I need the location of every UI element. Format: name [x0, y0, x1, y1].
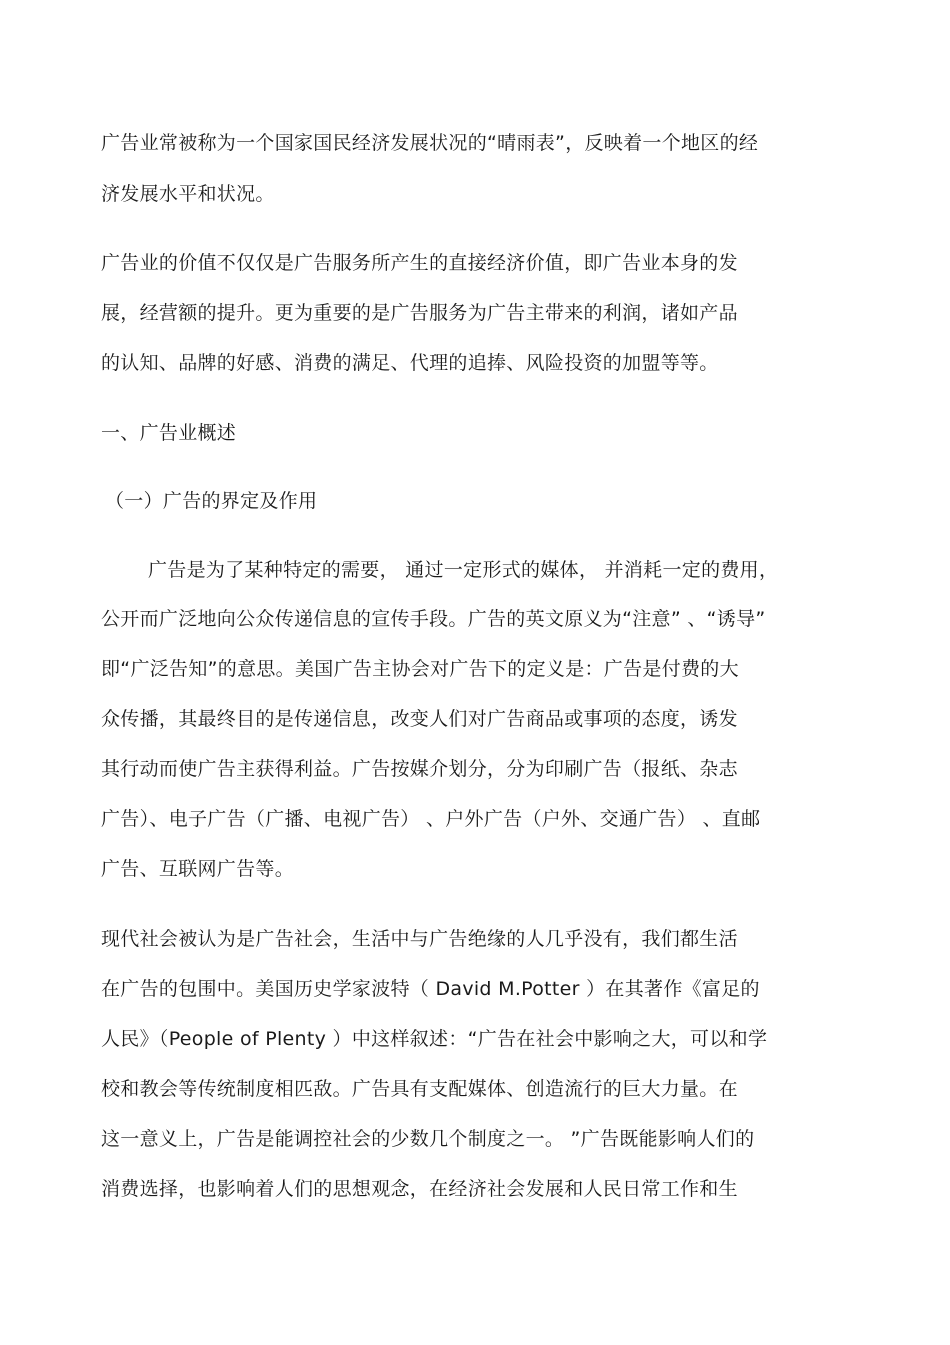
paragraph-2-line-2: 展，经营额的提升。更为重要的是广告服务为广告主带来的利润，诸如产品: [101, 302, 738, 324]
paragraph-2-line-1: 广告业的价值不仅仅是广告服务所产生的直接经济价值，即广告业本身的发: [101, 252, 738, 274]
paragraph-4-line-2: 在广告的包围中。美国历史学家波特（ David M.Potter ）在其著作《富足的: [101, 978, 760, 1000]
paragraph-3-line-6: 广告）、电子广告（广播、电视广告） 、户外广告（户外、交通广告） 、直邮: [101, 808, 761, 830]
paragraph-1-line-1: 广告业常被称为一个国家国民经济发展状况的“晴雨表”，反映着一个地区的经: [101, 132, 759, 154]
paragraph-1-line-2: 济发展水平和状况。: [101, 183, 275, 205]
paragraph-4-line-3: 人民》（People of Plenty ）中这样叙述：“广告在社会中影响之大，可以和学: [101, 1028, 768, 1050]
paragraph-3-line-3: 即“广泛告知”的意思。美国广告主协会对广告下的定义是：广告是付费的大: [101, 658, 739, 680]
subsection-heading: （一）广告的界定及作用: [105, 490, 318, 512]
paragraph-3-line-1: 广告是为了某种特定的需要， 通过一定形式的媒体， 并消耗一定的费用，: [148, 559, 779, 581]
section-heading: 一、广告业概述: [101, 422, 237, 444]
paragraph-4-line-4: 校和教会等传统制度相匹敌。广告具有支配媒体、创造流行的巨大力量。在: [101, 1078, 738, 1100]
paragraph-3-line-7: 广告、互联网广告等。: [101, 858, 295, 880]
paragraph-3-line-4: 众传播，其最终目的是传递信息，改变人们对广告商品或事项的态度，诱发: [101, 708, 738, 730]
paragraph-4-line-6: 消费选择，也影响着人们的思想观念，在经济社会发展和人民日常工作和生: [101, 1178, 738, 1200]
paragraph-3-line-2: 公开而广泛地向公众传递信息的宣传手段。广告的英文原义为“注意” 、“诱导”: [101, 608, 766, 630]
paragraph-3-line-5: 其行动而使广告主获得利益。广告按媒介划分，分为印刷广告（报纸、杂志: [101, 758, 738, 780]
paragraph-2-line-3: 的认知、品牌的好感、消费的满足、代理的追捧、风险投资的加盟等等。: [101, 352, 719, 374]
paragraph-4-line-1: 现代社会被认为是广告社会，生活中与广告绝缘的人几乎没有，我们都生活: [101, 928, 738, 950]
paragraph-4-line-5: 这一意义上，广告是能调控社会的少数几个制度之一。 ”广告既能影响人们的: [101, 1128, 755, 1150]
